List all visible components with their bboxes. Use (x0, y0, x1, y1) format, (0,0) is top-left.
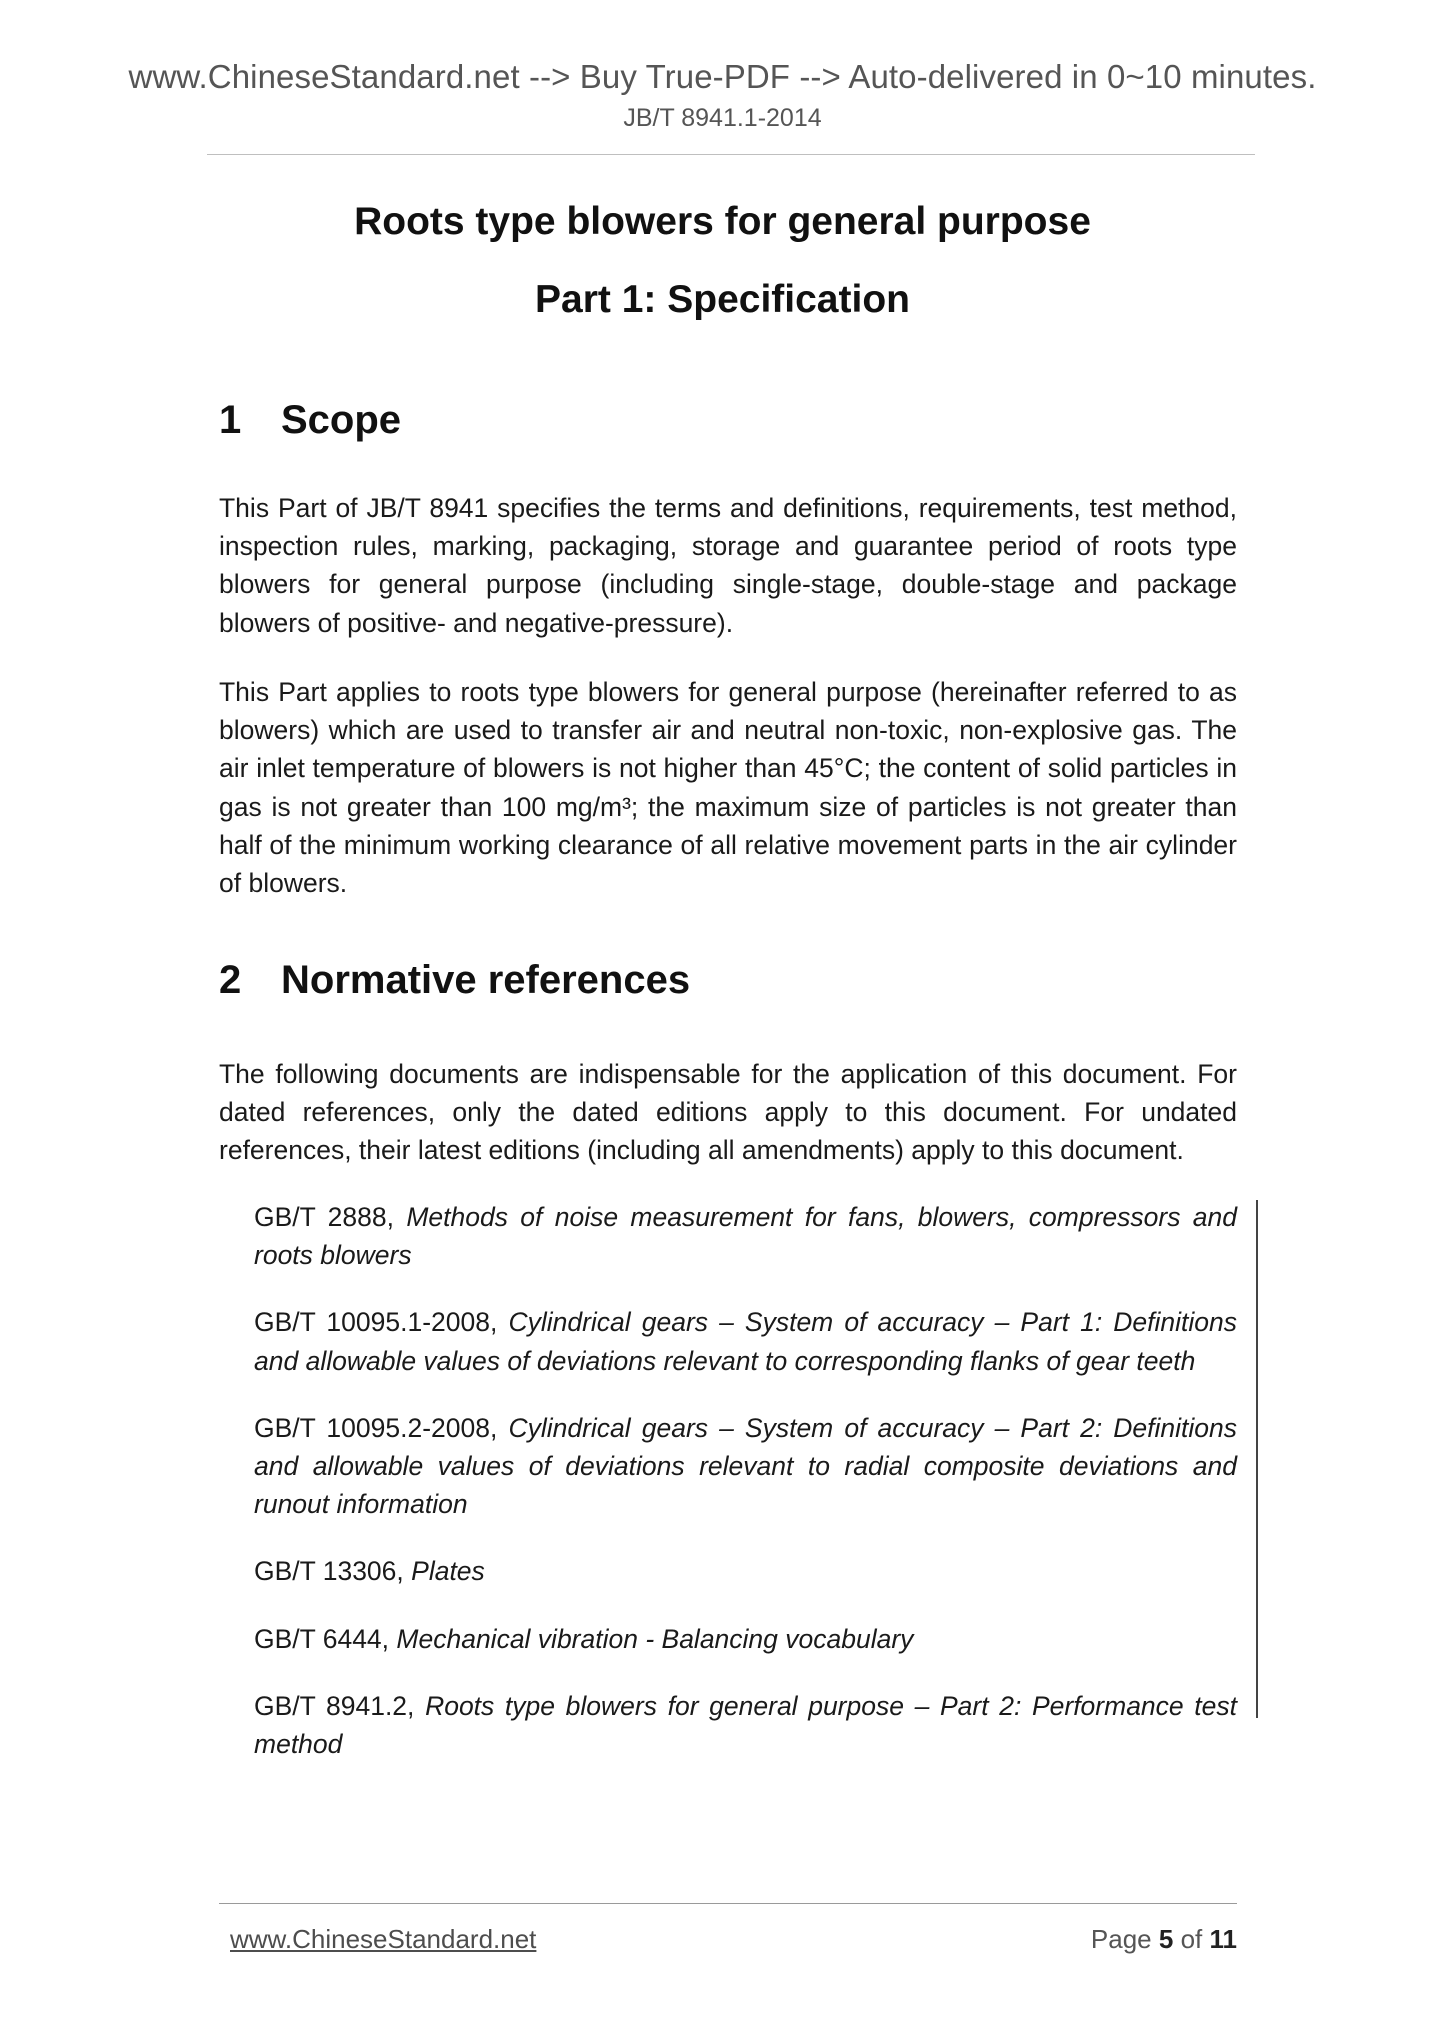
section-heading-scope (219, 398, 401, 443)
reference-code: GB/T 8941.2, (254, 1690, 426, 1721)
section-heading-normative-references (219, 958, 690, 1003)
reference-list (254, 1198, 1237, 1792)
reference-title: Mechanical vibration - Balancing vocabulary (396, 1623, 914, 1654)
page-separator: of (1180, 1924, 1203, 1954)
footer-website-link[interactable]: www.ChineseStandard.net (230, 1924, 537, 1954)
reference-title: Cylindrical gears – System of accuracy – Part 1: Definitions and allowable values of deviations relevant to corresponding flanks of gear teeth (254, 1307, 1237, 1376)
reference-code: GB/T 6444, (254, 1623, 397, 1654)
current-page-number: 5 (1158, 1924, 1174, 1954)
reference-item (254, 1687, 1237, 1763)
reference-item (254, 1409, 1237, 1524)
reference-item (254, 1303, 1237, 1379)
normative-references-intro: The following documents are indispensable for the application of this document. For dated references, only the dated editions apply to this document. For undated references, their latest editions (including all amendments) apply to this document. (219, 1059, 1237, 1166)
page-indicator (1091, 1924, 1237, 1955)
document-part-title: Part 1: Specification (535, 278, 910, 321)
reference-code: GB/T 13306, (254, 1556, 412, 1587)
reference-code: GB/T 2888, (254, 1202, 407, 1232)
footer-divider (219, 1903, 1237, 1904)
section-title: Normative references (281, 958, 691, 1002)
reference-item (254, 1620, 1237, 1658)
header-divider (207, 154, 1255, 155)
reference-title: Cylindrical gears – System of accuracy – Part 2: Definitions and allowable values of deviations relevant to radial composite deviations and runout information (254, 1412, 1237, 1520)
header-banner: www.ChineseStandard.net --> Buy True-PDF --> Auto-delivered in 0~10 minutes. (128, 58, 1317, 95)
document-title: Roots type blowers for general purpose (354, 200, 1091, 243)
reference-code: GB/T 10095.2-2008, (254, 1412, 509, 1443)
section-number: 1 (219, 398, 242, 442)
reference-item (254, 1552, 1237, 1590)
section-title: Scope (281, 398, 402, 442)
reference-item (254, 1198, 1237, 1274)
scope-paragraph-2: This Part applies to roots type blowers for general purpose (hereinafter referred to as blowers) which are used to transfer air and neutral non-toxic, non-explosive gas. The air inlet temperature of blowers is not higher than 45°C; the content of solid particles in gas is not greater than 100 mg/m³; the maximum size of particles is not greater than half of the minimum working clearance of all relative movement parts in the air cylinder of blowers. (219, 677, 1237, 899)
section-number: 2 (219, 958, 242, 1002)
reference-title: Plates (411, 1556, 485, 1587)
revision-change-bar (1256, 1200, 1258, 1718)
document-number: JB/T 8941.1-2014 (623, 104, 822, 132)
scope-paragraph-1: This Part of JB/T 8941 specifies the terms and definitions, requirements, test method, inspection rules, marking, packaging, storage and guarantee period of roots type blowers for general purpose (including single-stage, double-stage and package blowers of positive- and negative-pressure). (219, 493, 1237, 638)
total-page-count: 11 (1209, 1924, 1237, 1954)
reference-code: GB/T 10095.1-2008, (254, 1307, 509, 1338)
reference-title: Roots type blowers for general purpose – Part 2: Performance test method (254, 1690, 1238, 1760)
reference-title: Methods of noise measurement for fans, blowers, compressors and roots blowers (254, 1202, 1237, 1271)
page-label: Page (1090, 1924, 1152, 1954)
